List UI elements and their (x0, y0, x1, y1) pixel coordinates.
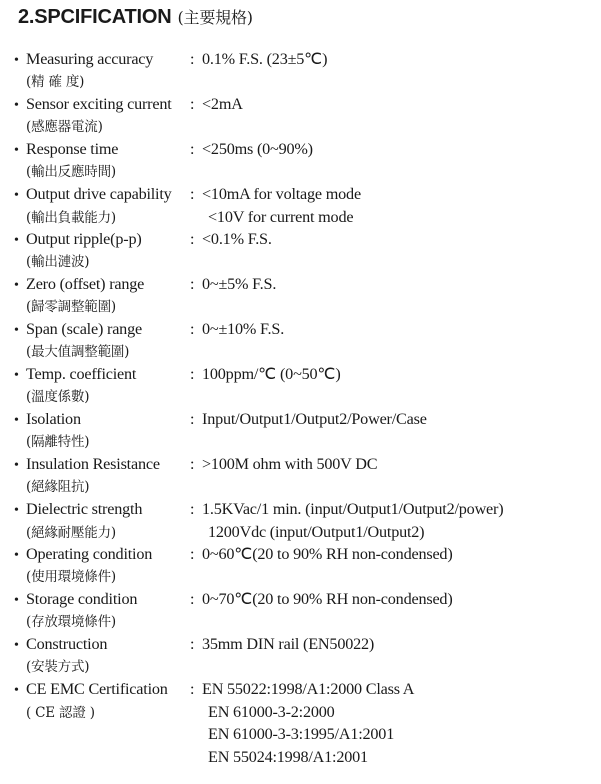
spec-item (14, 678, 503, 768)
spec-line (14, 93, 503, 116)
colon: : (190, 96, 195, 113)
spec-label: Isolation (26, 410, 81, 428)
bullet-icon: • (14, 503, 19, 518)
spec-line (14, 611, 503, 634)
spec-line (14, 723, 503, 746)
spec-label-cn: (絕緣耐壓能力) (26, 524, 116, 541)
spec-label: Dielectric strength (26, 500, 143, 518)
spec-value: Input/Output1/Output2/Power/Case (202, 410, 427, 428)
spec-item (14, 408, 503, 453)
bullet-icon: • (14, 53, 19, 68)
colon: : (190, 321, 195, 338)
spec-line (14, 656, 503, 679)
spec-item (14, 588, 503, 633)
spec-line (14, 746, 503, 769)
spec-item (14, 138, 503, 183)
spec-value: 0~±10% F.S. (202, 320, 285, 338)
colon: : (190, 501, 195, 518)
spec-value: 1200Vdc (input/Output1/Output2) (208, 522, 425, 541)
spec-value: EN 61000-3-2:2000 (208, 702, 335, 721)
spec-item (14, 633, 503, 678)
spec-line (14, 161, 503, 184)
colon: : (190, 366, 195, 383)
spec-line (14, 363, 503, 386)
bullet-icon: • (14, 593, 19, 608)
spec-line (14, 543, 503, 566)
spec-label: Output ripple(p-p) (26, 230, 142, 248)
spec-value: >100M ohm with 500V DC (202, 455, 378, 473)
spec-item (14, 363, 503, 408)
bullet-icon: • (14, 683, 19, 698)
spec-label-cn: (輸出負載能力) (26, 209, 116, 226)
spec-value: <10V for current mode (208, 207, 354, 226)
spec-label: Sensor exciting current (26, 95, 172, 113)
spec-label: Response time (26, 140, 119, 158)
spec-value: <10mA for voltage mode (202, 185, 361, 203)
bullet-icon: • (14, 98, 19, 113)
spec-item (14, 93, 503, 138)
spec-line (14, 431, 503, 454)
spec-value: <0.1% F.S. (202, 230, 272, 248)
spec-value: <250ms (0~90%) (202, 140, 313, 158)
spec-label-cn: (使用環境條件) (26, 568, 116, 585)
bullet-icon: • (14, 458, 19, 473)
spec-value: 0.1% F.S. (23±5℃) (202, 50, 328, 68)
spec-value: EN 55024:1998/A1:2001 (208, 747, 368, 766)
spec-line (14, 228, 503, 251)
spec-label: CE EMC Certification (26, 680, 168, 698)
bullet-icon: • (14, 278, 19, 293)
spec-label: Measuring accuracy (26, 50, 154, 68)
spec-line (14, 48, 503, 71)
colon: : (190, 546, 195, 563)
colon: : (190, 636, 195, 653)
spec-label-cn: (輸出反應時間) (26, 163, 116, 180)
spec-line (14, 273, 503, 296)
spec-label-cn: (溫度係數) (26, 388, 90, 405)
spec-label-cn: ( CE 認證 ) (26, 704, 95, 721)
spec-line (14, 341, 503, 364)
colon: : (190, 276, 195, 293)
spec-item (14, 543, 503, 588)
spec-label: Output drive capability (26, 185, 172, 203)
spec-item (14, 228, 503, 273)
spec-item (14, 318, 503, 363)
spec-item (14, 48, 503, 93)
spec-value: 0~±5% F.S. (202, 275, 277, 293)
spec-line (14, 678, 503, 701)
spec-label-cn: (存放環境條件) (26, 613, 116, 630)
colon: : (190, 681, 195, 698)
bullet-icon: • (14, 233, 19, 248)
spec-line (14, 183, 503, 206)
spec-item (14, 498, 503, 543)
spec-list (14, 48, 503, 768)
spec-value: 35mm DIN rail (EN50022) (202, 635, 375, 653)
spec-label: Operating condition (26, 545, 153, 563)
spec-value: EN 55022:1998/A1:2000 Class A (202, 680, 415, 698)
spec-line (14, 566, 503, 589)
spec-value: <2mA (202, 95, 243, 113)
section-title-main: 2.SPCIFICATION (18, 6, 172, 28)
colon: : (190, 591, 195, 608)
spec-line (14, 206, 503, 229)
spec-line (14, 251, 503, 274)
spec-line (14, 408, 503, 431)
spec-label: Construction (26, 635, 108, 653)
spec-value: 1.5KVac/1 min. (input/Output1/Output2/power) (202, 500, 504, 518)
spec-line (14, 498, 503, 521)
spec-line (14, 521, 503, 544)
spec-label-cn: (安裝方式) (26, 658, 90, 675)
spec-label-cn: (歸零調整範圍) (26, 298, 116, 315)
spec-label-cn: (輸出漣波) (26, 253, 90, 270)
spec-line (14, 138, 503, 161)
spec-line (14, 116, 503, 139)
bullet-icon: • (14, 548, 19, 563)
bullet-icon: • (14, 638, 19, 653)
colon: : (190, 186, 195, 203)
colon: : (190, 141, 195, 158)
spec-item (14, 273, 503, 318)
bullet-icon: • (14, 413, 19, 428)
spec-value: 0~70℃(20 to 90% RH non-condensed) (202, 590, 453, 608)
spec-label: Temp. coefficient (26, 365, 137, 383)
colon: : (190, 456, 195, 473)
section-title (18, 5, 253, 29)
spec-line (14, 701, 503, 724)
spec-item (14, 183, 503, 228)
spec-label: Span (scale) range (26, 320, 142, 338)
colon: : (190, 51, 195, 68)
spec-label: Storage condition (26, 590, 138, 608)
colon: : (190, 411, 195, 428)
spec-line (14, 71, 503, 94)
spec-label: Insulation Resistance (26, 455, 160, 473)
spec-label: Zero (offset) range (26, 275, 145, 293)
bullet-icon: • (14, 323, 19, 338)
spec-label-cn: (感應器電流) (26, 118, 103, 135)
spec-label-cn: (隔離特性) (26, 433, 90, 450)
spec-line (14, 633, 503, 656)
spec-line (14, 296, 503, 319)
spec-item (14, 453, 503, 498)
spec-label-cn: (最大值調整範圍) (26, 343, 130, 360)
bullet-icon: • (14, 143, 19, 158)
spec-line (14, 476, 503, 499)
bullet-icon: • (14, 188, 19, 203)
spec-line (14, 386, 503, 409)
bullet-icon: • (14, 368, 19, 383)
spec-label-cn: (精 確 度) (26, 73, 85, 90)
section-title-cn: (主要規格) (177, 8, 253, 27)
colon: : (190, 231, 195, 248)
spec-line (14, 588, 503, 611)
spec-label-cn: (絕緣阻抗) (26, 478, 90, 495)
spec-value: EN 61000-3-3:1995/A1:2001 (208, 725, 395, 743)
spec-line (14, 318, 503, 341)
spec-line (14, 453, 503, 476)
spec-value: 100ppm/℃ (0~50℃) (202, 365, 341, 383)
spec-value: 0~60℃(20 to 90% RH non-condensed) (202, 545, 453, 563)
